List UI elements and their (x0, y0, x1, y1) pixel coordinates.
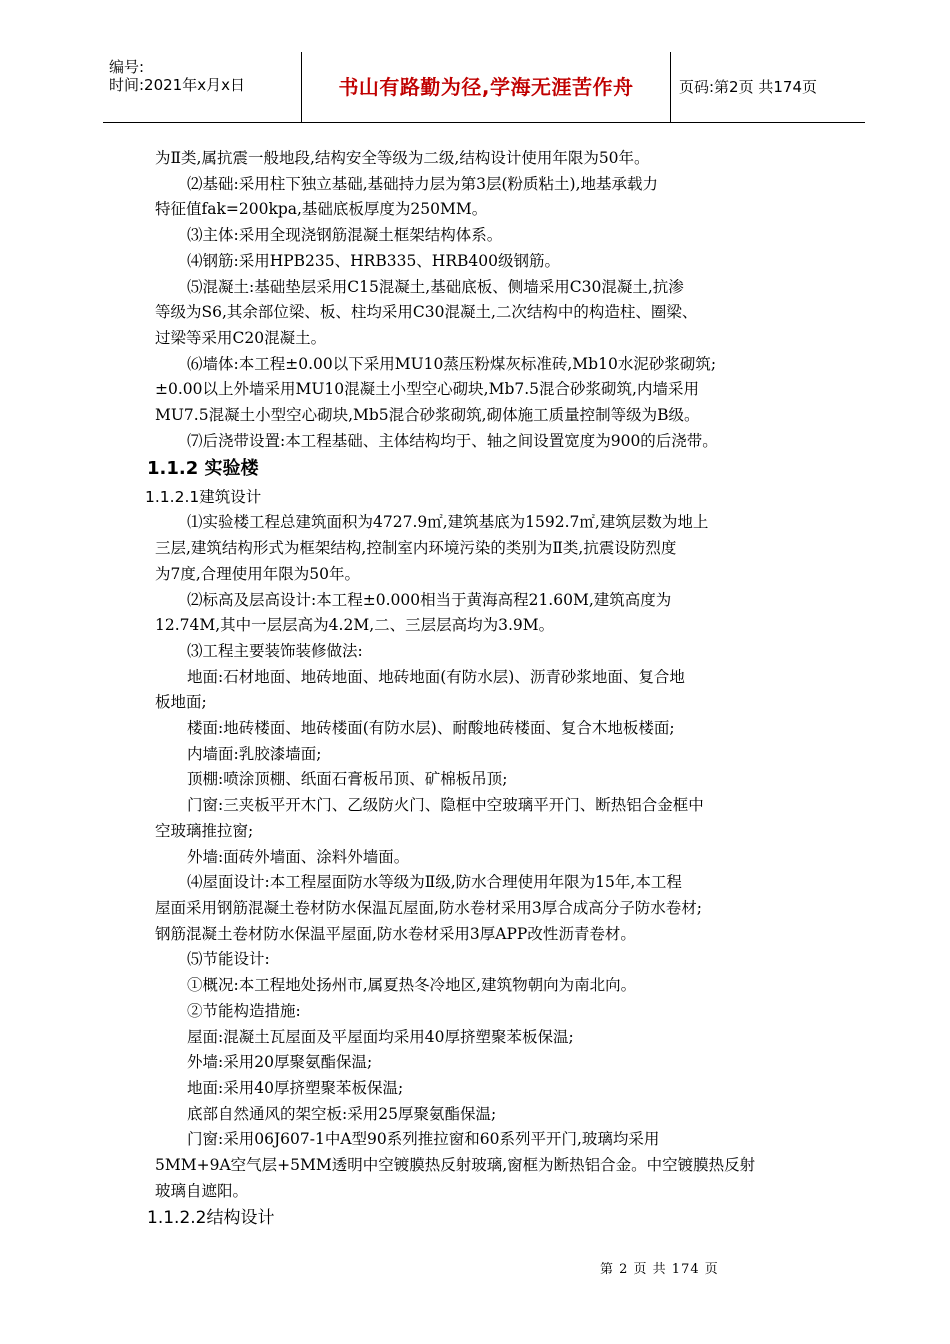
paragraph-line: MU7.5混凝土小型空心砌块,Mb5混合砂浆砌筑,砌体施工质量控制等级为B级。 (155, 406, 700, 425)
paragraph-line: 5MM+9A空气层+5MM透明中空镀膜热反射玻璃,窗框为断热铝合金。中空镀膜热反射 (155, 1156, 756, 1175)
paragraph-line: ⑵基础:采用柱下独立基础,基础持力层为第3层(粉质粘土),地基承载力 (187, 174, 659, 193)
header-motto: 书山有路勤为径,学海无涯苦作舟 (338, 75, 634, 99)
subsection-heading: 1.1.2.1建筑设计 (145, 488, 262, 507)
paragraph-line: ⑶工程主要装饰装修做法: (187, 641, 363, 660)
paragraph-line: 门窗:采用06J607-1中A型90系列推拉窗和60系列平开门,玻璃均采用 (187, 1130, 660, 1149)
paragraph-line: 三层,建筑结构形式为框架结构,控制室内环境污染的类别为Ⅱ类,抗震设防烈度 (155, 539, 677, 558)
paragraph-line: 玻璃自遮阳。 (155, 1181, 249, 1200)
paragraph-line: ⑹墙体:本工程±0.00以下采用MU10蒸压粉煤灰标准砖,Mb10水泥砂浆砌筑; (187, 354, 717, 373)
paragraph-line: ②节能构造措施: (187, 1001, 301, 1020)
header-motto-cell (302, 52, 671, 122)
paragraph-line: ⑺后浇带设置:本工程基础、主体结构均于、轴之间设置宽度为900的后浇带。 (187, 431, 718, 450)
paragraph-line: 为7度,合理使用年限为50年。 (155, 564, 361, 583)
paragraph-line: ①概况:本工程地处扬州市,属夏热冬冷地区,建筑物朝向为南北向。 (187, 976, 637, 995)
paragraph-line: 12.74M,其中一层层高为4.2M,二、三层层高均为3.9M。 (155, 616, 555, 635)
paragraph-line: 屋面:混凝土瓦屋面及平屋面均采用40厚挤塑聚苯板保温; (187, 1027, 574, 1046)
paragraph-line: 过梁等采用C20混凝土。 (155, 328, 327, 347)
document-number-label: 编号: (109, 58, 145, 76)
header-page-cell (671, 52, 868, 122)
paragraph-line: ⑷钢筋:采用HPB235、HRB335、HRB400级钢筋。 (187, 251, 560, 270)
paragraph-line: 特征值fak=200kpa,基础底板厚度为250MM。 (155, 200, 488, 219)
subsection-heading: 1.1.2.2结构设计 (147, 1208, 275, 1229)
header-table (103, 52, 867, 122)
paragraph-line: 底部自然通风的架空板:采用25厚聚氨酯保温; (187, 1104, 497, 1123)
page-footer: 第 2 页 共 174 页 (600, 1262, 719, 1277)
paragraph-line: 屋面采用钢筋混凝土卷材防水保温瓦屋面,防水卷材采用3厚合成高分子防水卷材; (155, 898, 703, 917)
document-body (145, 146, 860, 1232)
paragraph-line: 钢筋混凝土卷材防水保温平屋面,防水卷材采用3厚APP改性沥青卷材。 (155, 924, 636, 943)
paragraph-line: ⑵标高及层高设计:本工程±0.000相当于黄海高程21.60M,建筑高度为 (187, 590, 672, 609)
paragraph-line: ±0.00以上外墙采用MU10混凝土小型空心砌块,Mb7.5混合砂浆砌筑,内墙采用 (155, 380, 699, 399)
paragraph-line: ⑸节能设计: (187, 950, 270, 969)
document-time-label: 时间:2021年x月x日 (109, 76, 245, 94)
paragraph-line: 门窗:三夹板平开木门、乙级防火门、隐框中空玻璃平开门、断热铝合金框中 (187, 796, 704, 815)
paragraph-line: 内墙面:乳胶漆墙面; (187, 744, 322, 763)
paragraph-line: 楼面:地砖楼面、地砖楼面(有防水层)、耐酸地砖楼面、复合木地板楼面; (187, 719, 675, 738)
paragraph-line: 外墙:采用20厚聚氨酯保温; (187, 1053, 373, 1072)
paragraph-line: 空玻璃推拉窗; (155, 821, 254, 840)
paragraph-line: 为Ⅱ类,属抗震一般地段,结构安全等级为二级,结构设计使用年限为50年。 (155, 149, 650, 167)
paragraph-line: ⑶主体:采用全现浇钢筋混凝土框架结构体系。 (187, 226, 503, 245)
paragraph-line: 地面:石材地面、地砖地面、地砖地面(有防水层)、沥青砂浆地面、复合地 (187, 667, 685, 686)
page-header (103, 52, 865, 123)
paragraph-line: ⑸混凝土:基础垫层采用C15混凝土,基础底板、侧墙采用C30混凝土,抗渗 (187, 277, 684, 296)
paragraph-line: ⑷屋面设计:本工程屋面防水等级为Ⅱ级,防水合理使用年限为15年,本工程 (187, 873, 682, 892)
section-heading: 1.1.2 实验楼 (147, 458, 259, 480)
paragraph-line: 等级为S6,其余部位梁、板、柱均采用C30混凝土,二次结构中的构造柱、圈梁、 (155, 303, 698, 322)
paragraph-line: ⑴实验楼工程总建筑面积为4727.9㎡,建筑基底为1592.7㎡,建筑层数为地上 (187, 513, 709, 532)
paragraph-line: 板地面; (155, 693, 207, 712)
paragraph-line: 顶棚:喷涂顶棚、纸面石膏板吊顶、矿棉板吊顶; (187, 770, 508, 789)
header-left-cell (103, 52, 302, 122)
paragraph-line: 地面:采用40厚挤塑聚苯板保温; (187, 1078, 404, 1097)
header-page-info: 页码:第2页 共174页 (679, 78, 817, 96)
paragraph-line: 外墙:面砖外墙面、涂料外墙面。 (187, 847, 410, 866)
